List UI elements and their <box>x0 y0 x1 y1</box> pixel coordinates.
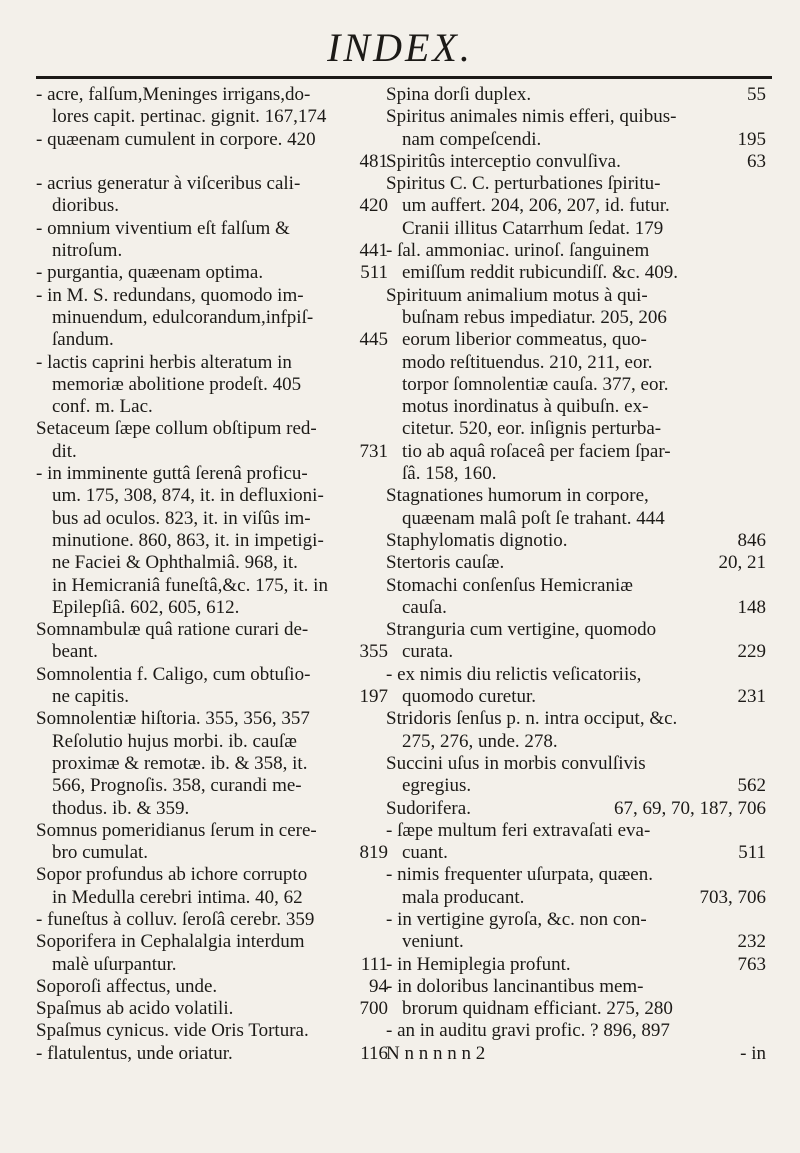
index-line <box>386 195 766 217</box>
index-entry-text: - ex nimis diu relictis veſicatoriis, <box>386 663 642 685</box>
index-entry-text: Stridoris ſenſus p. n. intra occiput, &c. <box>386 708 678 730</box>
index-entry-text: Stranguria cum vertigine, quomodo <box>386 619 657 641</box>
page-reference: 94 <box>369 975 388 997</box>
right-column <box>386 84 766 1065</box>
index-entry-text: in Hemicraniâ funeſtâ,&c. 175, it. in <box>52 574 328 596</box>
page-reference: 67, 69, 70, 187, 706 <box>614 797 766 819</box>
index-line <box>386 106 766 128</box>
index-line <box>36 619 388 641</box>
index-entry-text: - funeſtus à colluv. ſeroſâ cerebr. 359 <box>36 908 315 930</box>
index-entry-text: 275, 276, unde. 278. <box>402 730 558 752</box>
index-line <box>386 820 766 842</box>
page-reference: 763 <box>737 953 766 975</box>
index-line <box>36 664 388 686</box>
page-reference: 846 <box>737 529 766 551</box>
index-entry-text: Somnolentiæ hiſtoria. 355, 356, 357 <box>36 708 310 730</box>
index-entry-text: tio ab aquâ roſaceâ per faciem ſpar- <box>402 440 671 462</box>
index-entry-text: bus ad oculos. 823, it. in viſûs im- <box>52 507 311 529</box>
page-reference: 195 <box>737 128 766 150</box>
page-reference: 441 <box>359 240 388 262</box>
index-entry-text: - quæenam cumulent in corpore. 420 <box>36 128 316 150</box>
index-line <box>36 1043 388 1065</box>
index-entry-text: - omnium viventium eſt falſum & <box>36 217 290 239</box>
index-line <box>386 173 766 195</box>
index-line <box>36 909 388 931</box>
index-line <box>386 931 766 953</box>
index-line <box>386 686 766 708</box>
index-entry-text: proximæ & remotæ. ib. & 358, it. <box>52 752 308 774</box>
index-entry-text: Spiritûs interceptio convulſiva. <box>386 150 621 172</box>
index-entry-text: mala producant. <box>402 886 525 908</box>
index-line <box>386 463 766 485</box>
index-line <box>36 530 388 552</box>
index-entry-text: Succini uſus in morbis convulſivis <box>386 752 646 774</box>
index-line <box>386 129 766 151</box>
index-line <box>386 976 766 998</box>
index-entry-text: torpor ſomnolentiæ cauſa. 377, eor. <box>402 373 669 395</box>
index-line <box>36 129 388 151</box>
page-reference: 229 <box>737 641 766 663</box>
index-entry-text: - ſal. ammoniac. urinoſ. ſanguinem <box>386 240 650 262</box>
index-entry-text: ſandum. <box>52 329 114 351</box>
index-line <box>386 307 766 329</box>
page-reference: 511 <box>360 262 388 284</box>
index-entry-text: Staphylomatis dignotio. <box>386 529 568 551</box>
index-line <box>36 998 388 1020</box>
page-reference: 63 <box>747 150 766 172</box>
index-line <box>36 954 388 976</box>
index-entry-text: motus inordinatus à quibuſn. ex- <box>402 396 649 418</box>
index-line <box>386 775 766 797</box>
page-reference: 355 <box>359 641 388 663</box>
index-entry-text: Stomachi conſenſus Hemicraniæ <box>386 574 633 596</box>
index-line <box>386 285 766 307</box>
index-line <box>36 218 388 240</box>
index-line <box>36 976 388 998</box>
index-line <box>386 418 766 440</box>
index-line <box>386 374 766 396</box>
index-entry-text: nam compeſcendi. <box>402 128 542 150</box>
index-entry-text: N n n n n n 2 <box>386 1042 486 1064</box>
index-line <box>386 1043 766 1065</box>
index-entry-text: thodus. ib. & 359. <box>52 797 190 819</box>
page-reference: 111 <box>360 953 388 975</box>
index-line <box>386 954 766 976</box>
index-line <box>36 374 388 396</box>
index-entry-text: Stagnationes humorum in corpore, <box>386 485 649 507</box>
page-reference: 55 <box>747 84 766 105</box>
index-line <box>36 195 388 217</box>
index-line <box>36 173 388 195</box>
index-line <box>36 106 388 128</box>
index-entry-text: minuendum, edulcorandum,infpiſ- <box>52 306 314 328</box>
index-line <box>36 686 388 708</box>
index-line <box>386 151 766 173</box>
index-entry-text: veniunt. <box>402 931 464 953</box>
index-entry-text: um. 175, 308, 874, it. in defluxioni- <box>52 485 324 507</box>
index-line <box>36 485 388 507</box>
index-entry-text: quæenam malâ poſt ſe trahant. 444 <box>402 507 665 529</box>
index-entry-text: Somnambulæ quâ ratione curari de- <box>36 619 309 641</box>
index-entry-text: Sudorifera. <box>386 797 471 819</box>
index-entry-text: 566, Prognoſis. 358, curandi me- <box>52 775 302 797</box>
index-entry-text: beant. <box>52 641 98 663</box>
index-line <box>386 552 766 574</box>
index-entry-text: Setaceum ſæpe collum obſtipum red- <box>36 418 317 440</box>
index-entry-text: conf. m. Lac. <box>52 396 153 418</box>
page-reference: - in <box>740 1042 766 1064</box>
index-line <box>36 597 388 619</box>
index-line <box>386 441 766 463</box>
page-reference: 819 <box>359 842 388 864</box>
index-line <box>386 619 766 641</box>
index-line <box>386 396 766 418</box>
left-column <box>36 84 388 1065</box>
index-line <box>36 775 388 797</box>
index-entry-text: um auffert. 204, 206, 207, id. futur. <box>402 195 670 217</box>
index-entry-text: - flatulentus, unde oriatur. <box>36 1042 233 1064</box>
index-line <box>386 641 766 663</box>
index-line <box>36 708 388 730</box>
page-reference: 481 <box>359 150 388 172</box>
index-entry-text: buſnam rebus impediatur. 205, 206 <box>402 306 667 328</box>
index-line <box>386 597 766 619</box>
index-line <box>36 864 388 886</box>
index-entry-text: nitroſum. <box>52 240 123 262</box>
index-line <box>386 508 766 530</box>
index-line <box>36 418 388 440</box>
index-line <box>386 664 766 686</box>
index-line <box>36 329 388 351</box>
index-line <box>36 820 388 842</box>
index-entry-text: Spaſmus ab acido volatili. <box>36 998 234 1020</box>
index-line <box>36 352 388 374</box>
index-entry-text: Stertoris cauſæ. <box>386 552 505 574</box>
index-entry-text: - in vertigine gyroſa, &c. non con- <box>386 908 647 930</box>
index-line <box>386 753 766 775</box>
index-entry-text: memoriæ abolitione prodeſt. 405 <box>52 373 302 395</box>
index-line <box>36 552 388 574</box>
index-line <box>386 1020 766 1042</box>
index-line <box>36 842 388 864</box>
page-reference: 511 <box>738 842 766 864</box>
index-line <box>36 641 388 663</box>
index-entry-text: Spiritus animales nimis efferi, quibus- <box>386 106 677 128</box>
index-line <box>36 508 388 530</box>
index-entry-text: cuant. <box>402 842 448 864</box>
index-line <box>386 887 766 909</box>
index-entry-text: dit. <box>52 440 77 462</box>
index-entry-text: - ſæpe multum feri extravaſati eva- <box>386 819 651 841</box>
index-line <box>36 396 388 418</box>
index-line <box>36 463 388 485</box>
page-reference: 731 <box>359 440 388 462</box>
index-entry-text: Spiritus C. C. perturbationes ſpiritu- <box>386 173 661 195</box>
index-line <box>36 240 388 262</box>
index-line <box>36 931 388 953</box>
index-line <box>386 575 766 597</box>
index-line <box>36 84 388 106</box>
index-entry-text: Spirituum animalium motus à qui- <box>386 284 648 306</box>
index-line <box>36 441 388 463</box>
page-reference: 445 <box>359 329 388 351</box>
index-entry-text: dioribus. <box>52 195 120 217</box>
index-line <box>36 307 388 329</box>
index-entry-text: Soporifera in Cephalalgia interdum <box>36 931 305 953</box>
page-reference: 232 <box>737 931 766 953</box>
index-entry-text: egregius. <box>402 775 472 797</box>
index-entry-text: - acre, falſum,Meninges irrigans,do- <box>36 84 311 105</box>
index-entry-text: Epilepſiâ. 602, 605, 612. <box>52 596 240 618</box>
index-line <box>386 731 766 753</box>
index-entry-text: Spina dorſi duplex. <box>386 84 532 105</box>
index-line <box>36 262 388 284</box>
index-entry-text: - an in auditu gravi profic. ? 896, 897 <box>386 1020 670 1042</box>
index-line <box>36 151 388 173</box>
page-header: INDEX. <box>327 25 473 70</box>
page-reference: 197 <box>359 686 388 708</box>
index-entry-text: malè uſurpantur. <box>52 953 177 975</box>
index-entry-text: - nimis frequenter uſurpata, quæen. <box>386 864 653 886</box>
index-entry-text: - in imminente guttâ ſerenâ proficu- <box>36 463 308 485</box>
index-entry-text: ſâ. 158, 160. <box>402 463 497 485</box>
index-line <box>36 753 388 775</box>
index-line <box>36 1020 388 1042</box>
index-line <box>386 218 766 240</box>
index-line <box>36 731 388 753</box>
index-entry-text: - acrius generatur à viſceribus cali- <box>36 173 301 195</box>
index-entry-text: - in Hemiplegia profunt. <box>386 953 571 975</box>
index-entry-text: Reſolutio hujus morbi. ib. cauſæ <box>52 730 297 752</box>
page-reference: 148 <box>737 596 766 618</box>
index-entry-text: - purgantia, quæenam optima. <box>36 262 264 284</box>
page-reference: 562 <box>737 775 766 797</box>
index-entry-text: - in doloribus lancinantibus mem- <box>386 975 644 997</box>
index-entry-text: quomodo curetur. <box>402 686 537 708</box>
index-line <box>386 84 766 106</box>
index-line <box>386 998 766 1020</box>
index-entry-text: lores capit. pertinac. gignit. 167,174 <box>52 106 327 128</box>
index-entry-text: Somnolentia f. Caligo, cum obtuſio- <box>36 663 311 685</box>
index-line <box>386 352 766 374</box>
index-line <box>36 575 388 597</box>
page-reference: 703, 706 <box>699 886 766 908</box>
index-entry-text: - lactis caprini herbis alteratum in <box>36 351 292 373</box>
page-reference: 116 <box>360 1042 388 1064</box>
page-reference: 20, 21 <box>718 552 766 574</box>
index-entry-text: emiſſum reddit rubicundiſſ. &c. 409. <box>402 262 678 284</box>
index-line <box>36 798 388 820</box>
index-entry-text: Spaſmus cynicus. vide Oris Tortura. <box>36 1020 309 1042</box>
index-line <box>386 798 766 820</box>
index-entry-text: bro cumulat. <box>52 842 149 864</box>
index-entry-text: Cranii illitus Catarrhum ſedat. 179 <box>402 217 664 239</box>
index-entry-text: Somnus pomeridianus ſerum in cere- <box>36 819 317 841</box>
index-entry-text: - in M. S. redundans, quomodo im- <box>36 284 304 306</box>
index-entry-text: Sopor profundus ab ichore corrupto <box>36 864 308 886</box>
index-entry-text: cauſa. <box>402 596 447 618</box>
index-line <box>386 842 766 864</box>
index-line <box>386 864 766 886</box>
index-line <box>36 285 388 307</box>
header-rule <box>36 76 772 79</box>
index-line <box>386 262 766 284</box>
index-line <box>386 530 766 552</box>
index-entry-text: minutione. 860, 863, it. in impetigi- <box>52 529 324 551</box>
index-line <box>386 485 766 507</box>
index-entry-text: modo reſtituendus. 210, 211, eor. <box>402 351 653 373</box>
index-entry-text: Soporoſi affectus, unde. <box>36 975 218 997</box>
index-line <box>386 329 766 351</box>
index-entry-text: ne capitis. <box>52 686 130 708</box>
index-entry-text: ne Faciei & Ophthalmiâ. 968, it. <box>52 552 298 574</box>
index-line <box>36 887 388 909</box>
index-entry-text: citetur. 520, eor. inſignis perturba- <box>402 418 662 440</box>
index-line <box>386 240 766 262</box>
index-entry-text: brorum quidnam efficiant. 275, 280 <box>402 998 673 1020</box>
index-line <box>386 909 766 931</box>
index-entry-text: eorum liberior commeatus, quo- <box>402 329 647 351</box>
page-reference: 231 <box>737 686 766 708</box>
index-entry-text: curata. <box>402 641 454 663</box>
page-reference: 420 <box>359 195 388 217</box>
index-line <box>386 708 766 730</box>
page-reference: 700 <box>359 998 388 1020</box>
index-entry-text: in Medulla cerebri intima. 40, 62 <box>52 886 303 908</box>
